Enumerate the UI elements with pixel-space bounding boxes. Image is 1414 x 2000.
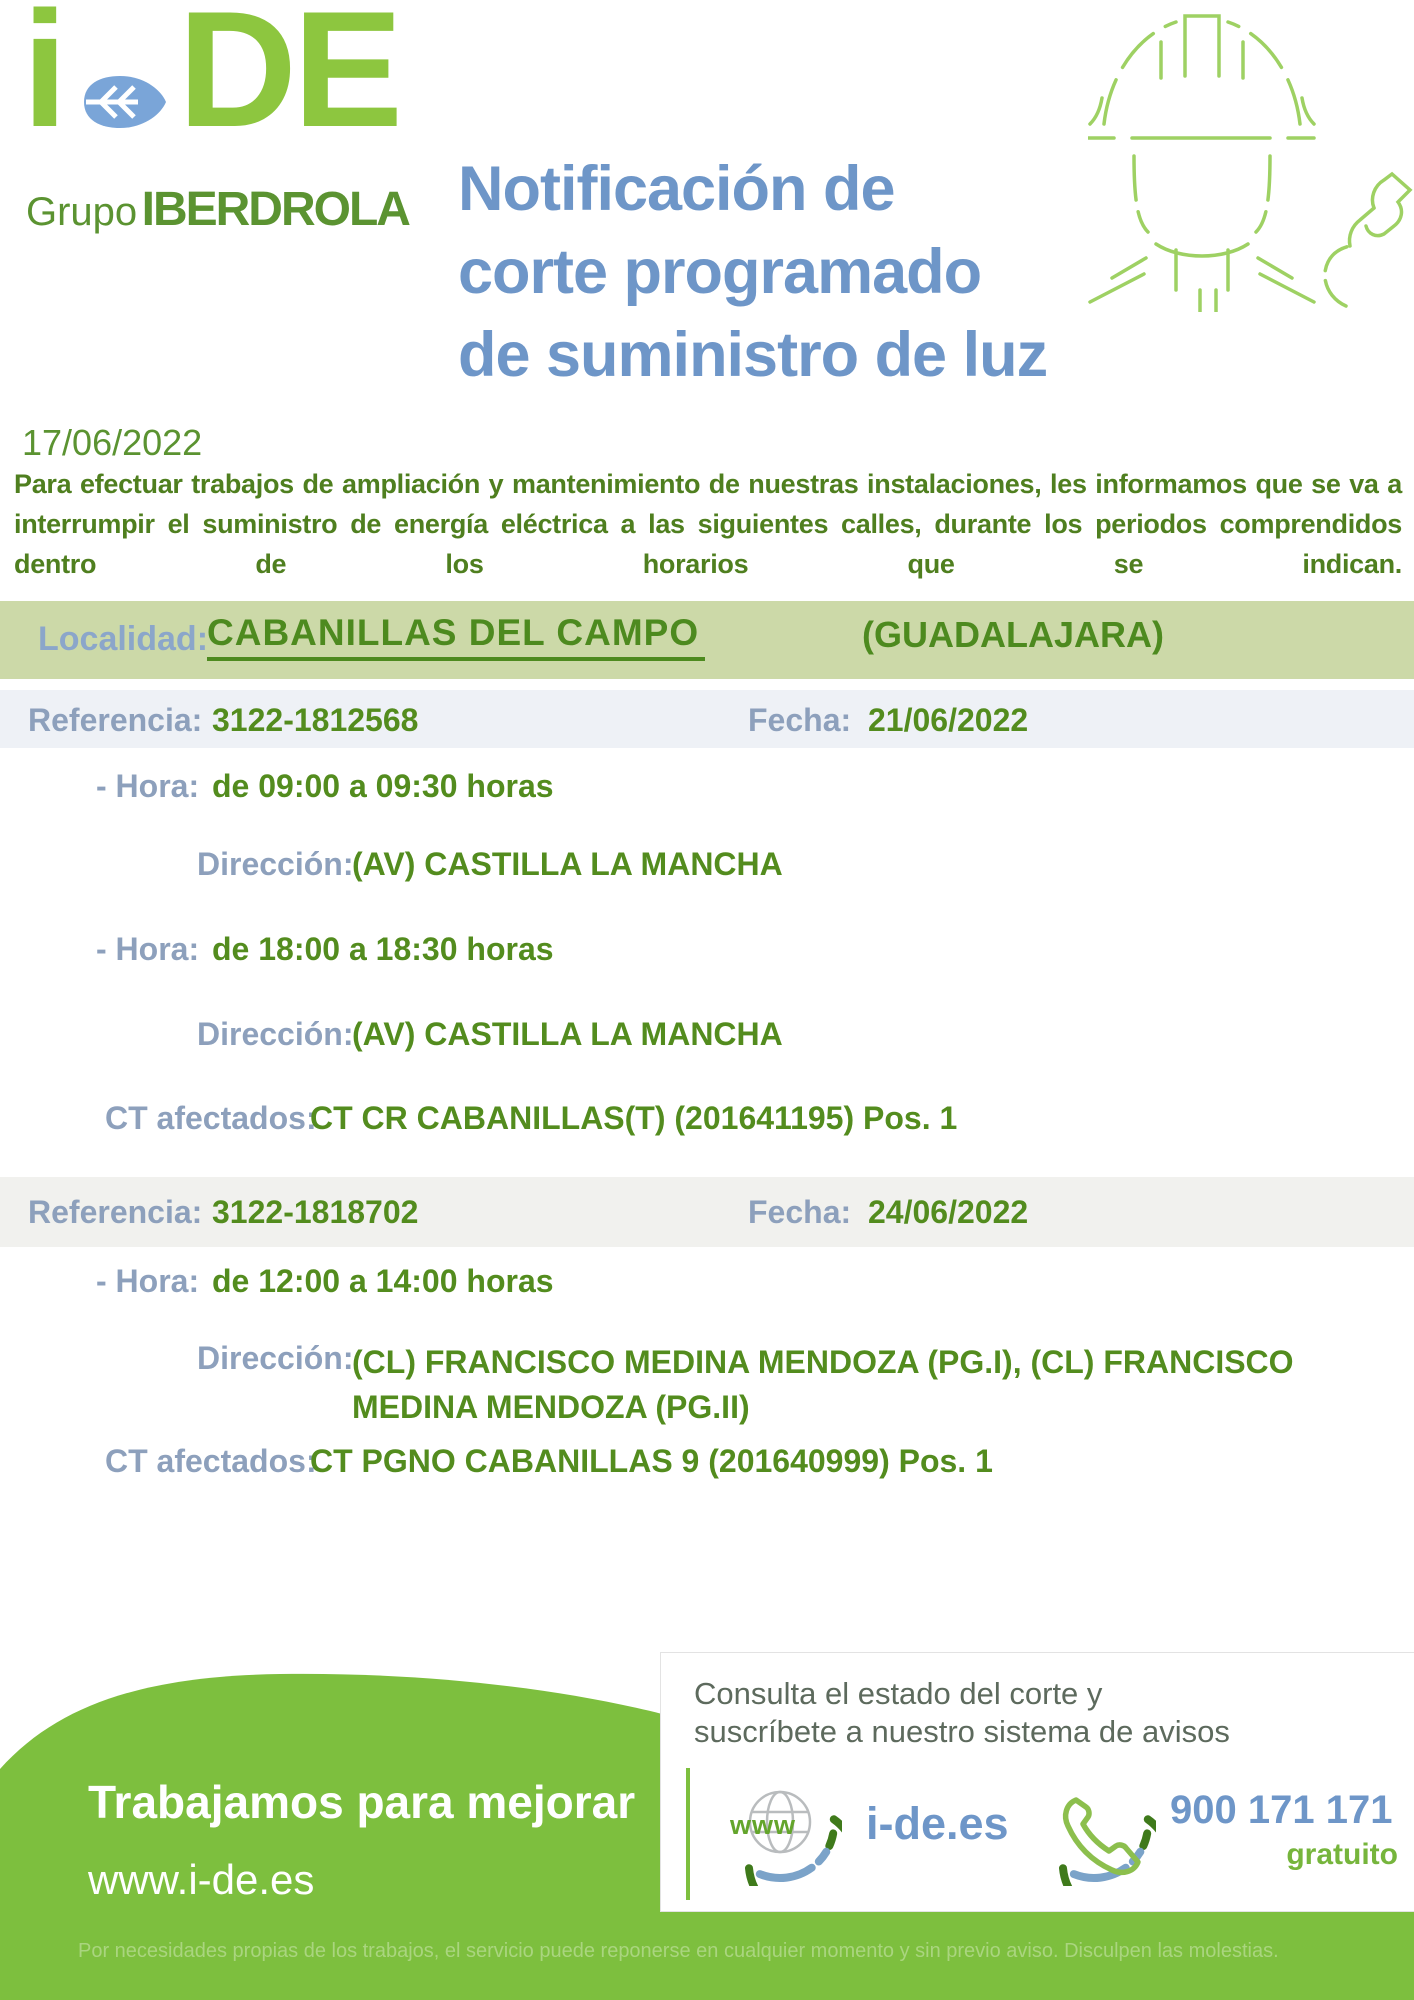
www-label: www (730, 1810, 797, 1840)
website-url: www.i-de.es (88, 1856, 315, 1903)
direccion-value: (CL) FRANCISCO MEDINA MENDOZA (PG.I), (CL) FRANCISCO MEDINA MENDOZA (PG.II) (352, 1344, 1294, 1425)
grupo-iberdrola (26, 182, 409, 237)
title-line-2: corte programado (458, 237, 982, 307)
hora-label: - Hora: (96, 768, 200, 804)
direccion-label: Dirección: (197, 1016, 354, 1052)
referencia-label: Referencia: (28, 1194, 203, 1230)
fecha-value: 24/06/2022 (868, 1194, 1029, 1230)
website-link: i-de.es (866, 1798, 1009, 1849)
worker-hardhat-wrench-icon (1088, 6, 1414, 317)
contact-heading-line-2: suscríbete a nuestro sistema de avisos (694, 1714, 1230, 1749)
iberdrola-text: IBERDROLA (141, 183, 409, 236)
disclaimer: Por necesidades propias de los trabajos, el servicio puede reponerse en cualquier momento y sin previo aviso. Disculpen las molestias. (78, 1940, 1279, 1962)
ct-label: CT afectados: (105, 1100, 317, 1136)
fecha-label: Fecha: (748, 702, 852, 738)
hora-label: - Hora: (96, 1263, 200, 1299)
logo-letters-de: DE (177, 0, 400, 161)
divider (686, 1768, 690, 1900)
phone-number: 900 171 171 (1170, 1788, 1393, 1832)
ide-logo (22, 0, 399, 167)
phone-icon (1032, 1762, 1156, 1886)
intro-paragraph: Para efectuar trabajos de ampliación y mantenimiento de nuestras instalaciones, les informamos que se va a interrumpir el suministro de energía eléctrica a las siguientes calles, durante los periodos comprendidos dentro de los horarios que se indican. (14, 469, 1402, 579)
direccion-label: Dirección: (197, 1340, 354, 1376)
title-line-3: de suministro de luz (458, 320, 1048, 390)
hora-value: de 09:00 a 09:30 horas (212, 768, 554, 804)
hora-label: - Hora: (96, 931, 200, 967)
contact-heading-line-1: Consulta el estado del corte y (694, 1676, 1103, 1711)
slogan: Trabajamos para mejorar (88, 1776, 636, 1828)
localidad-label: Localidad: (38, 620, 209, 658)
direccion-value: (AV) CASTILLA LA MANCHA (352, 1016, 783, 1052)
phone-note: gratuito (1286, 1838, 1398, 1871)
ct-value: CT CR CABANILLAS(T) (201641195) Pos. 1 (310, 1100, 958, 1136)
title-line-1: Notificación de (458, 154, 895, 224)
hora-value: de 18:00 a 18:30 horas (212, 931, 554, 967)
localidad-province: (GUADALAJARA) (862, 614, 1164, 655)
logo-letter-i: i (22, 0, 66, 161)
fecha-value: 21/06/2022 (868, 702, 1029, 738)
leaf-icon (80, 72, 168, 137)
referencia-label: Referencia: (28, 702, 203, 738)
direccion-label: Dirección: (197, 846, 354, 882)
ct-label: CT afectados: (105, 1443, 317, 1479)
referencia-value: 3122-1812568 (212, 702, 419, 738)
localidad-value: CABANILLAS DEL CAMPO (207, 612, 705, 661)
direccion-value: (AV) CASTILLA LA MANCHA (352, 846, 783, 882)
referencia-value: 3122-1818702 (212, 1194, 419, 1230)
issue-date: 17/06/2022 (22, 422, 203, 463)
hora-value: de 12:00 a 14:00 horas (212, 1263, 554, 1299)
page-title (458, 148, 1047, 397)
ct-value: CT PGNO CABANILLAS 9 (201640999) Pos. 1 (310, 1443, 993, 1479)
fecha-label: Fecha: (748, 1194, 852, 1230)
grupo-text: Grupo (26, 190, 138, 234)
